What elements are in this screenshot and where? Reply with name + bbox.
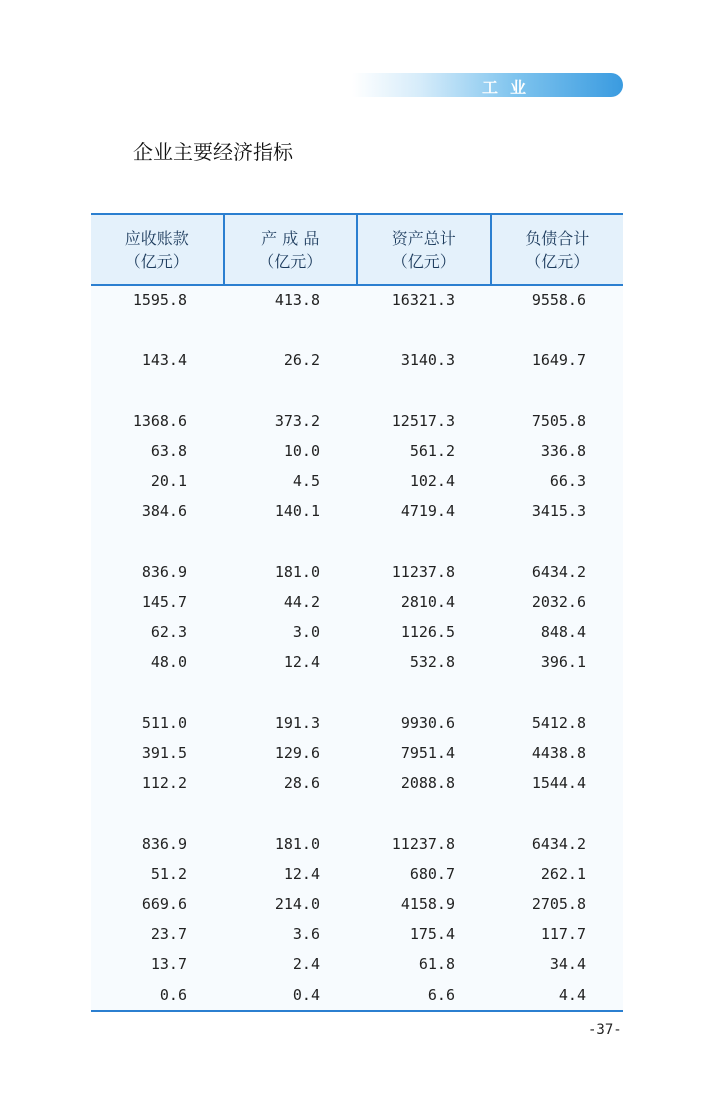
table-cell: 3.0 [292,623,320,641]
table-cell: 3.6 [292,925,320,943]
table-cell: 2032.6 [531,593,586,611]
table-cell: 4719.4 [400,502,455,520]
table-cell: 181.0 [274,563,320,581]
table-cell: 214.0 [274,895,320,913]
table-cell: 6434.2 [531,563,586,581]
table-cell: 3140.3 [400,351,455,369]
table-cell: 191.3 [274,714,320,732]
header-unit: （亿元） [391,251,456,271]
table-cell: 396.1 [540,653,586,671]
table-cell: 12517.3 [391,412,455,430]
table-cell: 4.4 [558,986,586,1004]
header-accounts-receivable [91,215,225,284]
table-cell: 511.0 [141,714,187,732]
table-cell: 1126.5 [400,623,455,641]
table-row [91,563,623,589]
table-header [91,215,623,286]
table-row [91,744,623,770]
header-unit: （亿元） [525,251,590,271]
table-cell: 2.4 [292,955,320,973]
table-row [91,593,623,619]
section-tab [352,73,623,97]
table-cell: 63.8 [150,442,187,460]
table-cell: 23.7 [150,925,187,943]
table-row [91,351,623,377]
table-cell: 1368.6 [132,412,187,430]
table-cell: 2088.8 [400,774,455,792]
table-cell: 61.8 [418,955,455,973]
header-finished-goods [225,215,359,284]
table-cell: 48.0 [150,653,187,671]
table-cell: 16321.3 [391,291,455,309]
table-cell: 9558.6 [531,291,586,309]
table-cell: 62.3 [150,623,187,641]
table-cell: 66.3 [549,472,586,490]
table-row [91,442,623,468]
table-row [91,986,623,1012]
table-row [91,291,623,317]
section-tab-label: 工业 [482,78,539,97]
table-cell: 384.6 [141,502,187,520]
table-cell: 4.5 [292,472,320,490]
table-cell: 848.4 [540,623,586,641]
table-cell: 6.6 [427,986,455,1004]
table-cell: 4438.8 [531,744,586,762]
table-cell: 175.4 [409,925,455,943]
header-unit: （亿元） [258,251,323,271]
table-cell: 12.4 [283,653,320,671]
page-number: -37- [588,1022,622,1038]
table-cell: 1595.8 [132,291,187,309]
table-cell: 680.7 [409,865,455,883]
table-cell: 12.4 [283,865,320,883]
table-cell: 373.2 [274,412,320,430]
table-row [91,955,623,981]
header-total-assets [358,215,492,284]
table-cell: 1544.4 [531,774,586,792]
table-row [91,865,623,891]
table-cell: 11237.8 [391,563,455,581]
table-cell: 391.5 [141,744,187,762]
page-title: 企业主要经济指标 [133,140,293,164]
table-cell: 1649.7 [531,351,586,369]
table-cell: 129.6 [274,744,320,762]
table-cell: 102.4 [409,472,455,490]
table-cell: 6434.2 [531,835,586,853]
table-row [91,714,623,740]
table-cell: 2810.4 [400,593,455,611]
table-cell: 13.7 [150,955,187,973]
table-cell: 336.8 [540,442,586,460]
table-cell: 51.2 [150,865,187,883]
table-cell: 140.1 [274,502,320,520]
table-cell: 10.0 [283,442,320,460]
table-cell: 836.9 [141,563,187,581]
table-cell: 5412.8 [531,714,586,732]
table-row [91,502,623,528]
table-cell: 836.9 [141,835,187,853]
table-cell: 0.4 [292,986,320,1004]
table-cell: 669.6 [141,895,187,913]
table-cell: 181.0 [274,835,320,853]
table-cell: 9930.6 [400,714,455,732]
table-cell: 532.8 [409,653,455,671]
header-label: 应收账款 [124,228,189,248]
table-cell: 117.7 [540,925,586,943]
table-cell: 28.6 [283,774,320,792]
table-cell: 34.4 [549,955,586,973]
table-cell: 11237.8 [391,835,455,853]
header-label: 负债合计 [525,228,590,248]
table-row [91,623,623,649]
table-cell: 20.1 [150,472,187,490]
table-row [91,895,623,921]
table-row [91,653,623,679]
table-cell: 112.2 [141,774,187,792]
table-row [91,774,623,800]
header-total-liabilities [492,215,624,284]
table-row [91,412,623,438]
table-cell: 44.2 [283,593,320,611]
header-unit: （亿元） [124,251,189,271]
header-label: 产 成 品 [261,228,320,248]
table-cell: 3415.3 [531,502,586,520]
table-cell: 413.8 [274,291,320,309]
table-cell: 143.4 [141,351,187,369]
table-cell: 7951.4 [400,744,455,762]
header-label: 资产总计 [391,228,456,248]
table-cell: 561.2 [409,442,455,460]
table-cell: 26.2 [283,351,320,369]
table-row [91,835,623,861]
table-cell: 0.6 [159,986,187,1004]
table-cell: 7505.8 [531,412,586,430]
table-cell: 4158.9 [400,895,455,913]
table-cell: 262.1 [540,865,586,883]
table-cell: 2705.8 [531,895,586,913]
table-row [91,472,623,498]
table-cell: 145.7 [141,593,187,611]
table-row [91,925,623,951]
indicator-table [91,213,623,1012]
